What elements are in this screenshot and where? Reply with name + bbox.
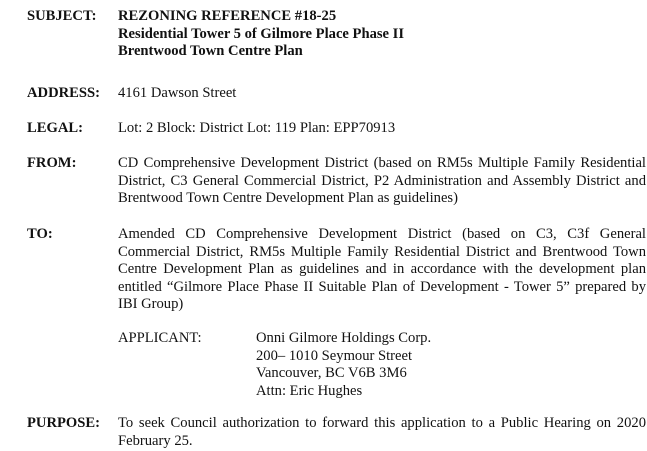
address-label: ADDRESS: xyxy=(27,85,100,101)
subject-label: SUBJECT: xyxy=(27,8,97,24)
to-text: Amended CD Comprehensive Development District (based on C3, C3f General Commercial District, RM5s Multiple Family Residential District and Brentwood Town Centre Development Plan as guidelines and in accordance with the development plan entitled “Gilmore Place Phase II Suitable Plan of Development - Tower 5” prepared by IBI Group) xyxy=(118,226,646,312)
purpose-text: To seek Council authorization to forward this application to a Public Hearing on 2020 February 25. xyxy=(118,415,646,449)
applicant-city: Vancouver, BC V6B 3M6 xyxy=(256,365,407,381)
applicant-name: Onni Gilmore Holdings Corp. xyxy=(256,330,432,346)
applicant-attention: Attn: Eric Hughes xyxy=(256,382,363,399)
subject-line-project: Residential Tower 5 of Gilmore Place Phase II xyxy=(118,25,405,42)
purpose-label: PURPOSE: xyxy=(27,415,100,431)
address-value: 4161 Dawson Street xyxy=(118,85,237,101)
subject-line-plan: Brentwood Town Centre Plan xyxy=(118,43,303,59)
legal-label: LEGAL: xyxy=(27,120,83,136)
applicant-label: APPLICANT: xyxy=(118,330,202,346)
from-text: CD Comprehensive Development District (based on RM5s Multiple Family Residential District, C3 General Commercial District, P2 Administration and Assembly District and Brentwood Town Centre Development Plan as guidelines) xyxy=(118,155,646,206)
from-label: FROM: xyxy=(27,155,77,171)
subject-line-reference: REZONING REFERENCE #18-25 xyxy=(118,8,337,24)
legal-value: Lot: 2 Block: District Lot: 119 Plan: EPP70913 xyxy=(118,120,396,136)
subject-content xyxy=(118,8,646,61)
applicant-details xyxy=(256,330,431,400)
to-label: TO: xyxy=(27,226,53,242)
applicant-street: 200– 1010 Seymour Street xyxy=(256,347,413,364)
